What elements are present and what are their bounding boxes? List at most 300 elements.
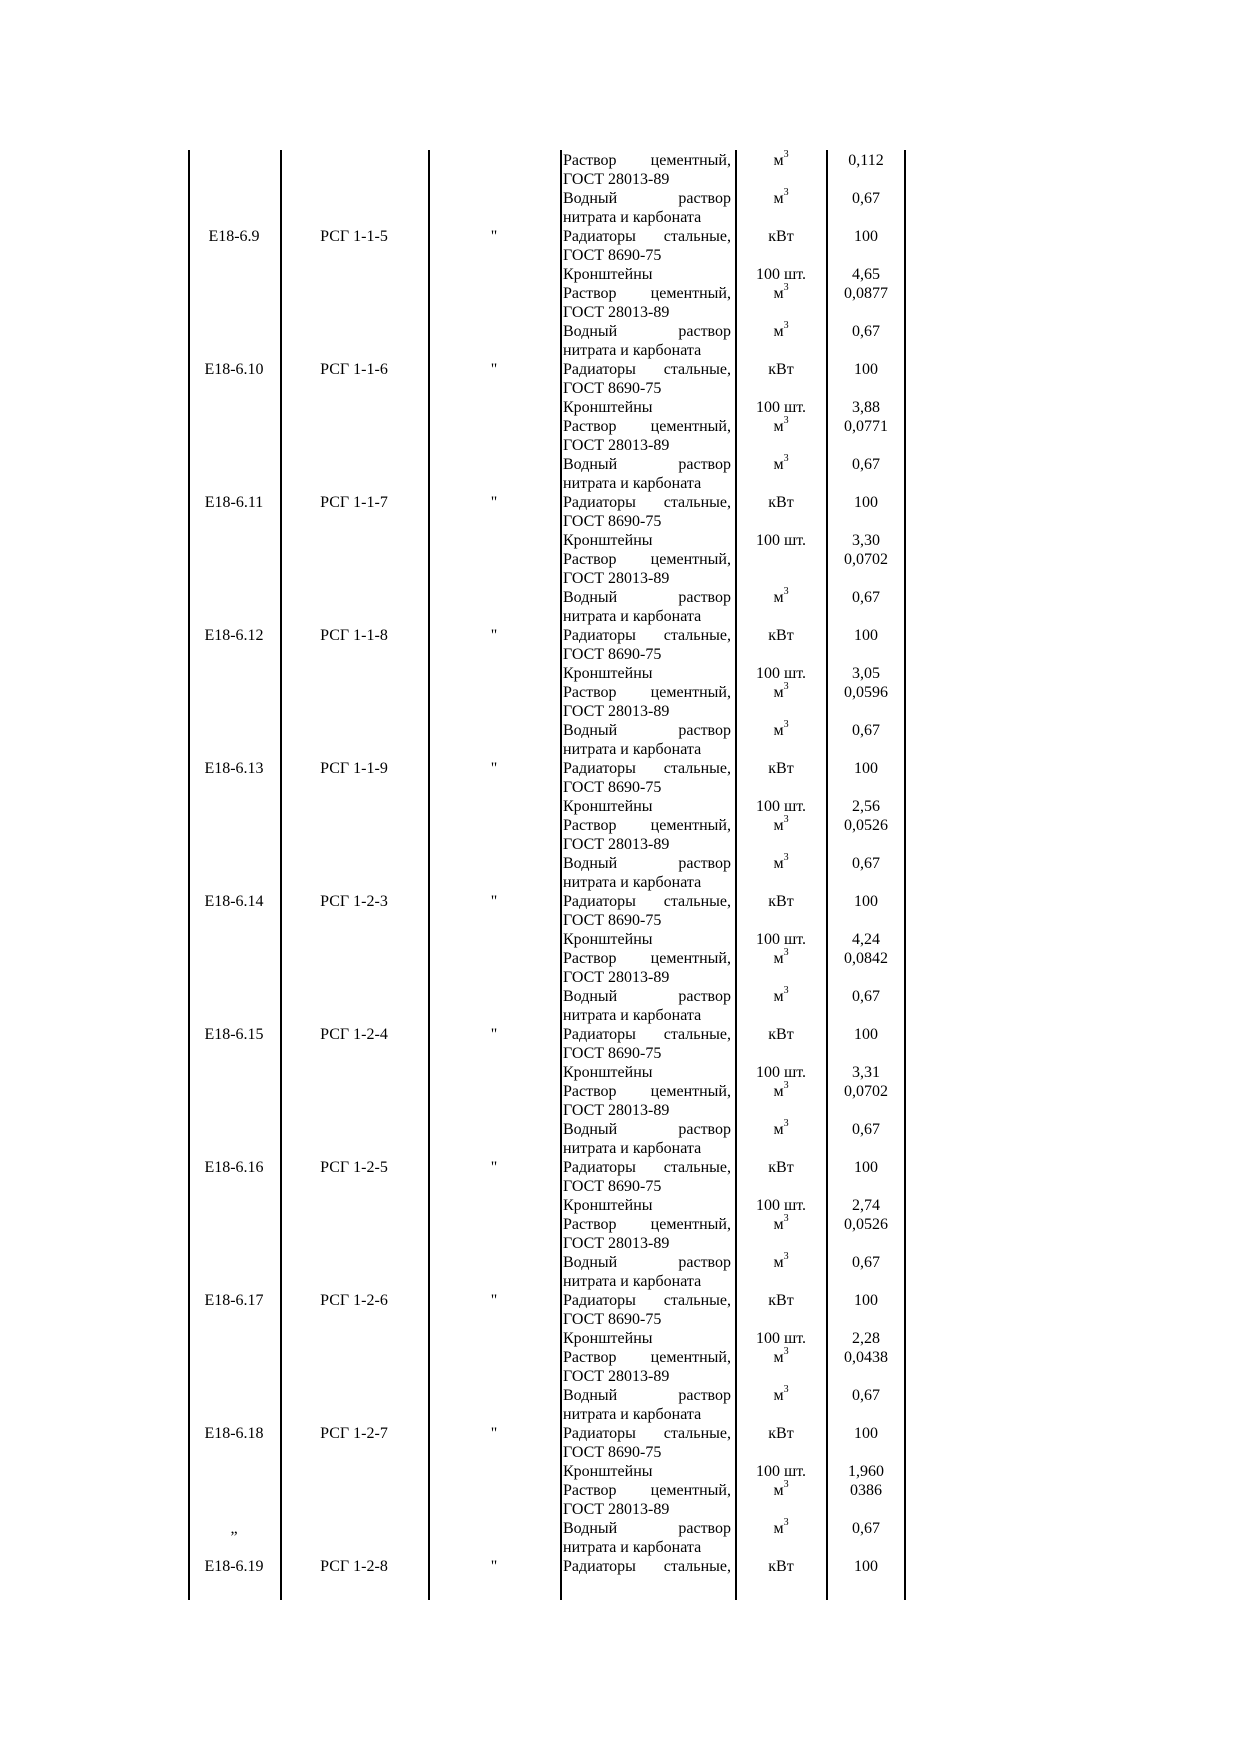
description-word: ГОСТ 28013-89	[563, 171, 670, 188]
row-description	[563, 1082, 731, 1120]
unit-text: м	[773, 1520, 784, 1537]
description-line	[563, 702, 731, 721]
description-word: стальные,	[663, 1425, 731, 1442]
row-description	[563, 417, 731, 455]
description-word: нитрата и карбоната	[563, 874, 702, 891]
unit-superscript: 3	[783, 719, 789, 730]
unit-text: м	[773, 1482, 784, 1499]
unit-text: 100 шт.	[755, 399, 807, 416]
row-quantity: 0,0842	[844, 950, 888, 967]
row-description	[563, 531, 731, 550]
unit-text: кВт	[768, 760, 794, 777]
row-description	[563, 930, 731, 949]
unit-superscript: 3	[783, 282, 789, 293]
row-quantity: 100	[854, 1425, 878, 1442]
row-quantity: 0,67	[852, 323, 880, 340]
row-description	[563, 1025, 731, 1063]
description-line	[563, 1519, 731, 1538]
row-reference: РСГ 1-2-6	[320, 1292, 388, 1309]
row-quantity: 0,0771	[844, 418, 888, 435]
row-quantity: 0,0596	[844, 684, 888, 701]
row-description	[563, 816, 731, 854]
row-unit	[736, 417, 826, 436]
description-word: Радиаторы	[563, 1292, 636, 1309]
description-word: нитрата и карбоната	[563, 1273, 702, 1290]
unit-text: м	[773, 456, 784, 473]
description-line	[563, 1158, 731, 1177]
unit-text: м	[773, 1349, 784, 1366]
description-word: раствор	[678, 855, 731, 872]
row-description	[563, 626, 731, 664]
description-word: стальные,	[663, 228, 731, 245]
row-quantity: 3,88	[852, 399, 880, 416]
row-reference: РСГ 1-2-4	[320, 1026, 388, 1043]
description-word: стальные,	[663, 494, 731, 511]
row-unit	[736, 1196, 826, 1215]
description-word: ГОСТ 28013-89	[563, 1235, 670, 1252]
row-unit	[736, 1082, 826, 1101]
description-word: раствор	[678, 1387, 731, 1404]
description-word: стальные,	[663, 627, 731, 644]
ditto-mark: "	[490, 760, 498, 777]
description-line	[563, 341, 731, 360]
description-line	[563, 607, 731, 626]
unit-text: 100 шт.	[755, 266, 807, 283]
description-word: Радиаторы	[563, 1159, 636, 1176]
description-word: Раствор	[563, 950, 617, 967]
row-unit	[736, 1348, 826, 1367]
description-word: Радиаторы	[563, 228, 636, 245]
description-word: нитрата и карбоната	[563, 1539, 702, 1556]
row-quantity: 0386	[850, 1482, 882, 1499]
description-line	[563, 949, 731, 968]
row-unit	[736, 1215, 826, 1234]
description-word: стальные,	[663, 760, 731, 777]
description-line	[563, 1063, 731, 1082]
unit-superscript: 3	[783, 187, 789, 198]
row-unit	[736, 265, 826, 284]
ditto-mark: "	[490, 1026, 498, 1043]
row-code: Е18-6.16	[204, 1159, 264, 1176]
row-description	[563, 664, 731, 683]
row-description	[563, 1386, 731, 1424]
row-quantity: 100	[854, 1558, 878, 1575]
description-word: Водный	[563, 190, 618, 207]
row-unit	[736, 721, 826, 740]
description-word: Раствор	[563, 684, 617, 701]
unit-text: 100 шт.	[755, 1330, 807, 1347]
row-quantity: 0,0526	[844, 817, 888, 834]
description-line	[563, 740, 731, 759]
description-line	[563, 873, 731, 892]
description-line	[563, 1253, 731, 1272]
unit-text: 100 шт.	[755, 532, 807, 549]
description-word: Раствор	[563, 285, 617, 302]
unit-text: м	[773, 988, 784, 1005]
unit-text: м	[773, 1083, 784, 1100]
row-unit	[736, 1291, 826, 1310]
description-word: Кронштейны	[563, 931, 653, 948]
row-quantity: 100	[854, 1159, 878, 1176]
description-word: нитрата и карбоната	[563, 1406, 702, 1423]
row-description	[563, 1158, 731, 1196]
row-description	[563, 1253, 731, 1291]
unit-text: 100 шт.	[755, 1197, 807, 1214]
description-word: цементный,	[650, 684, 731, 701]
description-line	[563, 1405, 731, 1424]
row-unit	[736, 1253, 826, 1272]
row-unit	[736, 1519, 826, 1538]
unit-superscript: 3	[783, 149, 789, 160]
description-word: ГОСТ 28013-89	[563, 437, 670, 454]
ditto-mark: "	[490, 893, 498, 910]
row-unit	[736, 949, 826, 968]
row-description	[563, 151, 731, 189]
description-word: раствор	[678, 722, 731, 739]
description-word: стальные,	[663, 1026, 731, 1043]
unit-text: кВт	[768, 228, 794, 245]
row-unit	[736, 1329, 826, 1348]
description-word: раствор	[678, 456, 731, 473]
description-line	[563, 1139, 731, 1158]
description-word: цементный,	[650, 1349, 731, 1366]
row-code: „	[230, 1520, 238, 1537]
description-word: Радиаторы	[563, 627, 636, 644]
row-quantity: 0,67	[852, 1121, 880, 1138]
description-word: Раствор	[563, 152, 617, 169]
description-line	[563, 417, 731, 436]
row-description	[563, 360, 731, 398]
description-word: нитрата и карбоната	[563, 1007, 702, 1024]
description-word: стальные,	[663, 893, 731, 910]
row-quantity: 3,31	[852, 1064, 880, 1081]
row-description	[563, 1063, 731, 1082]
description-word: ГОСТ 28013-89	[563, 836, 670, 853]
row-quantity: 0,67	[852, 855, 880, 872]
row-reference: РСГ 1-1-6	[320, 361, 388, 378]
row-reference: РСГ 1-2-3	[320, 893, 388, 910]
row-quantity: 0,0702	[844, 1083, 888, 1100]
ditto-mark: "	[490, 1159, 498, 1176]
description-word: Раствор	[563, 551, 617, 568]
row-reference: РСГ 1-2-8	[320, 1558, 388, 1575]
row-quantity: 0,112	[848, 152, 884, 169]
description-line	[563, 360, 731, 379]
description-word: ГОСТ 28013-89	[563, 570, 670, 587]
description-word: раствор	[678, 323, 731, 340]
row-quantity: 0,67	[852, 722, 880, 739]
description-line	[563, 1481, 731, 1500]
description-word: Водный	[563, 456, 618, 473]
row-description	[563, 189, 731, 227]
ditto-mark: "	[490, 627, 498, 644]
description-word: цементный,	[650, 1083, 731, 1100]
description-line	[563, 398, 731, 417]
row-description	[563, 759, 731, 797]
description-word: цементный,	[650, 1482, 731, 1499]
row-unit	[736, 1063, 826, 1082]
description-word: цементный,	[650, 285, 731, 302]
row-quantity: 0,0526	[844, 1216, 888, 1233]
description-line	[563, 1215, 731, 1234]
row-description	[563, 1481, 731, 1519]
description-line	[563, 892, 731, 911]
ditto-mark: "	[490, 494, 498, 511]
description-word: Кронштейны	[563, 665, 653, 682]
unit-superscript: 3	[783, 1517, 789, 1528]
description-word: цементный,	[650, 950, 731, 967]
unit-superscript: 3	[783, 1213, 789, 1224]
row-code: Е18-6.14	[204, 893, 264, 910]
unit-text: кВт	[768, 1159, 794, 1176]
row-unit	[736, 1386, 826, 1405]
unit-text: 100 шт.	[755, 798, 807, 815]
row-reference: РСГ 1-1-5	[320, 228, 388, 245]
unit-superscript: 3	[783, 415, 789, 426]
description-line	[563, 1500, 731, 1519]
description-line	[563, 246, 731, 265]
row-reference: РСГ 1-1-8	[320, 627, 388, 644]
unit-text: кВт	[768, 1558, 794, 1575]
row-description	[563, 398, 731, 417]
description-word: ГОСТ 28013-89	[563, 1368, 670, 1385]
row-unit	[736, 1025, 826, 1044]
description-word: нитрата и карбоната	[563, 741, 702, 758]
row-quantity: 0,67	[852, 1254, 880, 1271]
row-unit	[736, 360, 826, 379]
description-word: Радиаторы	[563, 1558, 636, 1575]
column-rule-4	[560, 150, 562, 1600]
description-line	[563, 1177, 731, 1196]
description-line	[563, 170, 731, 189]
description-word: ГОСТ 28013-89	[563, 1102, 670, 1119]
row-code: Е18-6.9	[208, 228, 260, 245]
description-line	[563, 379, 731, 398]
description-line	[563, 626, 731, 645]
description-line	[563, 151, 731, 170]
description-word: Раствор	[563, 1216, 617, 1233]
description-word: Радиаторы	[563, 1026, 636, 1043]
row-unit	[736, 683, 826, 702]
unit-superscript: 3	[783, 985, 789, 996]
description-line	[563, 189, 731, 208]
description-word: Кронштейны	[563, 798, 653, 815]
unit-superscript: 3	[783, 814, 789, 825]
unit-text: м	[773, 817, 784, 834]
description-word: нитрата и карбоната	[563, 608, 702, 625]
description-word: Кронштейны	[563, 399, 653, 416]
description-word: Водный	[563, 1520, 618, 1537]
row-description	[563, 227, 731, 265]
unit-text: м	[773, 1387, 784, 1404]
description-line	[563, 265, 731, 284]
description-word: раствор	[678, 589, 731, 606]
row-quantity: 3,30	[852, 532, 880, 549]
description-line	[563, 512, 731, 531]
ditto-mark: "	[490, 1292, 498, 1309]
description-word: стальные,	[663, 1292, 731, 1309]
row-unit	[736, 987, 826, 1006]
row-code: Е18-6.18	[204, 1425, 264, 1442]
row-description	[563, 550, 731, 588]
description-line	[563, 816, 731, 835]
unit-text: м	[773, 950, 784, 967]
row-unit	[736, 1481, 826, 1500]
description-line	[563, 1443, 731, 1462]
description-word: Раствор	[563, 1482, 617, 1499]
description-word: цементный,	[650, 152, 731, 169]
description-line	[563, 721, 731, 740]
description-word: Кронштейны	[563, 532, 653, 549]
description-word: нитрата и карбоната	[563, 1140, 702, 1157]
description-word: ГОСТ 8690-75	[563, 1311, 662, 1328]
row-unit	[736, 1120, 826, 1139]
row-unit	[736, 1462, 826, 1481]
row-unit	[736, 759, 826, 778]
unit-superscript: 3	[783, 1080, 789, 1091]
description-word: Радиаторы	[563, 1425, 636, 1442]
description-line	[563, 759, 731, 778]
unit-text: м	[773, 1121, 784, 1138]
description-word: нитрата и карбоната	[563, 209, 702, 226]
description-line	[563, 1044, 731, 1063]
unit-text: кВт	[768, 361, 794, 378]
row-unit	[736, 797, 826, 816]
description-word: нитрата и карбоната	[563, 342, 702, 359]
row-unit	[736, 322, 826, 341]
row-description	[563, 797, 731, 816]
description-word: цементный,	[650, 817, 731, 834]
row-code: Е18-6.10	[204, 361, 264, 378]
description-word: стальные,	[663, 1159, 731, 1176]
unit-text: кВт	[768, 1026, 794, 1043]
unit-text: м	[773, 323, 784, 340]
row-unit	[736, 493, 826, 512]
row-unit	[736, 1158, 826, 1177]
description-word: ГОСТ 28013-89	[563, 1501, 670, 1518]
row-quantity: 0,67	[852, 456, 880, 473]
description-line	[563, 208, 731, 227]
unit-text: 100 шт.	[755, 1463, 807, 1480]
unit-text: м	[773, 589, 784, 606]
description-word: раствор	[678, 1254, 731, 1271]
unit-superscript: 3	[783, 1118, 789, 1129]
description-line	[563, 664, 731, 683]
description-line	[563, 1082, 731, 1101]
row-reference: РСГ 1-2-7	[320, 1425, 388, 1442]
row-reference: РСГ 1-2-5	[320, 1159, 388, 1176]
description-word: стальные,	[663, 361, 731, 378]
description-word: Радиаторы	[563, 893, 636, 910]
row-code: Е18-6.13	[204, 760, 264, 777]
row-quantity: 0,67	[852, 589, 880, 606]
row-quantity: 0,67	[852, 1387, 880, 1404]
row-description	[563, 721, 731, 759]
description-word: раствор	[678, 190, 731, 207]
row-description	[563, 493, 731, 531]
unit-text: кВт	[768, 1292, 794, 1309]
description-word: ГОСТ 8690-75	[563, 779, 662, 796]
unit-text: кВт	[768, 893, 794, 910]
ditto-mark: "	[490, 361, 498, 378]
row-description	[563, 1424, 731, 1462]
description-line	[563, 227, 731, 246]
description-line	[563, 284, 731, 303]
description-line	[563, 436, 731, 455]
description-line	[563, 1424, 731, 1443]
description-line	[563, 987, 731, 1006]
row-quantity: 3,05	[852, 665, 880, 682]
unit-superscript: 3	[783, 947, 789, 958]
row-description	[563, 1348, 731, 1386]
unit-superscript: 3	[783, 1346, 789, 1357]
description-line	[563, 1006, 731, 1025]
row-quantity: 2,56	[852, 798, 880, 815]
unit-text: 100 шт.	[755, 665, 807, 682]
description-line	[563, 683, 731, 702]
description-line	[563, 303, 731, 322]
description-word: раствор	[678, 1520, 731, 1537]
row-description	[563, 455, 731, 493]
unit-text: 100 шт.	[755, 931, 807, 948]
row-description	[563, 1329, 731, 1348]
unit-superscript: 3	[783, 1479, 789, 1490]
description-line	[563, 1462, 731, 1481]
row-unit	[736, 626, 826, 645]
description-word: Водный	[563, 1121, 618, 1138]
ditto-mark: "	[490, 228, 498, 245]
description-line	[563, 474, 731, 493]
row-quantity: 100	[854, 494, 878, 511]
row-quantity: 100	[854, 1026, 878, 1043]
row-quantity: 0,67	[852, 988, 880, 1005]
description-word: ГОСТ 28013-89	[563, 304, 670, 321]
description-word: ГОСТ 8690-75	[563, 247, 662, 264]
unit-text: кВт	[768, 627, 794, 644]
description-word: раствор	[678, 988, 731, 1005]
description-line	[563, 1120, 731, 1139]
row-quantity: 0,67	[852, 1520, 880, 1537]
unit-text: кВт	[768, 1425, 794, 1442]
row-unit	[736, 189, 826, 208]
description-word: ГОСТ 8690-75	[563, 1045, 662, 1062]
description-word: Радиаторы	[563, 760, 636, 777]
unit-superscript: 3	[783, 1384, 789, 1395]
description-word: ГОСТ 8690-75	[563, 646, 662, 663]
row-code: Е18-6.15	[204, 1026, 264, 1043]
row-description	[563, 1120, 731, 1158]
description-line	[563, 569, 731, 588]
row-description	[563, 1291, 731, 1329]
column-rule-right	[904, 150, 906, 1600]
unit-text: м	[773, 152, 784, 169]
description-line	[563, 1310, 731, 1329]
row-description	[563, 1215, 731, 1253]
row-code: Е18-6.19	[204, 1558, 264, 1575]
row-unit	[736, 588, 826, 607]
description-word: Водный	[563, 323, 618, 340]
ditto-mark: "	[490, 1425, 498, 1442]
row-unit	[736, 398, 826, 417]
row-quantity: 0,67	[852, 190, 880, 207]
description-word: Кронштейны	[563, 1330, 653, 1347]
row-quantity: 2,28	[852, 1330, 880, 1347]
description-word: Кронштейны	[563, 1064, 653, 1081]
row-description	[563, 588, 731, 626]
unit-text: м	[773, 1216, 784, 1233]
description-line	[563, 322, 731, 341]
unit-superscript: 3	[783, 586, 789, 597]
